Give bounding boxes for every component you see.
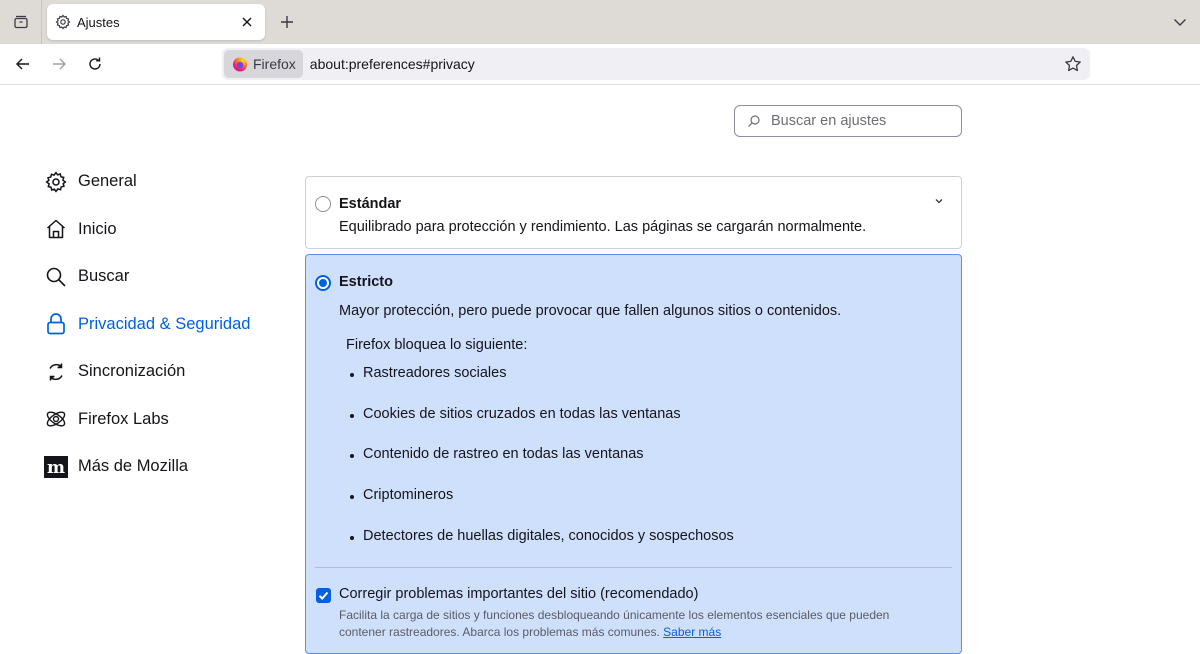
- bullet: [350, 495, 354, 499]
- sidebar-item-firefox-labs[interactable]: [44, 396, 284, 444]
- identity-label: Firefox: [253, 56, 296, 72]
- fix-sites-label[interactable]: Corregir problemas importantes del sitio (recomendado): [339, 586, 699, 602]
- sidebar-item-label: Firefox Labs: [78, 409, 169, 428]
- sidebar-item-label: Buscar: [78, 267, 130, 286]
- identity-box[interactable]: [224, 50, 303, 78]
- sidebar-item-label: General: [78, 172, 137, 191]
- close-tab-button[interactable]: [239, 14, 255, 30]
- arrow-right-icon: [51, 56, 67, 72]
- strict-radio[interactable]: [315, 275, 331, 291]
- standard-title: Estándar: [339, 196, 402, 212]
- lock-icon: [44, 312, 68, 336]
- blocked-item-label: Contenido de rastreo en todas las ventanas: [363, 446, 644, 463]
- learn-more-link[interactable]: Saber más: [663, 624, 722, 639]
- blocks-title: Firefox bloquea lo siguiente:: [346, 337, 528, 353]
- mozilla-icon: [44, 455, 68, 479]
- blocked-item-label: Detectores de huellas digitales, conocidos y sospechosos: [363, 527, 734, 544]
- sidebar-item-general[interactable]: [44, 158, 284, 206]
- list-item: [350, 446, 734, 487]
- sidebar-item-label: Inicio: [78, 219, 117, 238]
- list-item: [350, 487, 734, 528]
- gear-icon: [55, 14, 71, 30]
- reload-icon: [87, 56, 103, 72]
- sidebar-item-sync[interactable]: [44, 348, 284, 396]
- strict-title: Estricto: [339, 274, 393, 290]
- atom-icon: [44, 407, 68, 431]
- sidebar-item-home[interactable]: [44, 206, 284, 254]
- sidebar-item-search[interactable]: [44, 253, 284, 301]
- fix-sites-description-text: Facilita la carga de sitios y funciones desbloqueando únicamente los elementos esenciales que pueden contener rastreadores. Abarca los problemas más comunes.: [339, 608, 890, 639]
- blocked-item-label: Criptomineros: [363, 487, 454, 504]
- chevron-down-icon[interactable]: [933, 195, 945, 207]
- bullet: [350, 373, 354, 377]
- search-icon: [747, 114, 761, 128]
- list-item: [350, 365, 734, 406]
- standard-radio[interactable]: [315, 196, 331, 212]
- sidebar-item-more-from-mozilla[interactable]: [44, 443, 284, 491]
- list-item: [350, 406, 734, 447]
- bookmark-button[interactable]: [1063, 54, 1083, 74]
- sidebar-icon: [13, 14, 29, 30]
- chevron-down-icon: [1172, 14, 1188, 30]
- list-item: [350, 528, 734, 569]
- url-text[interactable]: about:preferences#privacy: [309, 56, 475, 72]
- sidebar-item-label: Sincronización: [78, 362, 186, 381]
- plus-icon: [280, 15, 294, 29]
- close-icon: [242, 17, 252, 27]
- home-icon: [44, 217, 68, 241]
- back-button[interactable]: [13, 54, 33, 74]
- tab-title: Ajustes: [77, 14, 120, 30]
- sidebar-item-privacy[interactable]: [44, 301, 284, 349]
- blocked-item-label: Cookies de sitios cruzados en todas las ventanas: [363, 405, 681, 422]
- bullet: [350, 454, 354, 458]
- gear-icon: [44, 170, 68, 194]
- categories-sidebar: [44, 158, 284, 491]
- search-icon: [44, 265, 68, 289]
- arrow-left-icon: [15, 56, 31, 72]
- reload-button[interactable]: [85, 54, 105, 74]
- tab-strip: [0, 0, 1200, 44]
- navigation-toolbar: [0, 44, 1200, 85]
- checkmark-icon: [318, 590, 329, 601]
- svg-text:m: m: [47, 457, 65, 478]
- strict-description: Mayor protección, pero puede provocar que fallen algunos sitios o contenidos.: [339, 303, 842, 319]
- standard-description: Equilibrado para protección y rendimiento. Las páginas se cargarán normalmente.: [339, 219, 867, 235]
- forward-button[interactable]: [49, 54, 69, 74]
- bullet: [350, 536, 354, 540]
- strict-protection-option[interactable]: [305, 254, 962, 654]
- sync-icon: [44, 360, 68, 384]
- url-bar[interactable]: [222, 48, 1090, 80]
- sidebar-toggle-button[interactable]: [0, 0, 42, 44]
- blocked-items-list: [350, 365, 734, 568]
- list-all-tabs-button[interactable]: [1172, 14, 1188, 30]
- sidebar-item-label: Privacidad & Seguridad: [78, 314, 251, 333]
- firefox-logo-icon: [232, 56, 248, 72]
- search-input[interactable]: [771, 113, 951, 129]
- settings-search[interactable]: [734, 105, 962, 137]
- tab-settings[interactable]: [47, 4, 265, 40]
- divider: [315, 567, 952, 568]
- sidebar-item-label: Más de Mozilla: [78, 457, 189, 476]
- blocked-item-label: Rastreadores sociales: [363, 365, 507, 381]
- star-icon: [1064, 55, 1082, 73]
- fix-sites-description: [339, 607, 939, 640]
- bullet: [350, 414, 354, 418]
- new-tab-button[interactable]: [277, 12, 297, 32]
- fix-sites-checkbox[interactable]: [316, 588, 331, 603]
- standard-protection-option[interactable]: [305, 176, 962, 249]
